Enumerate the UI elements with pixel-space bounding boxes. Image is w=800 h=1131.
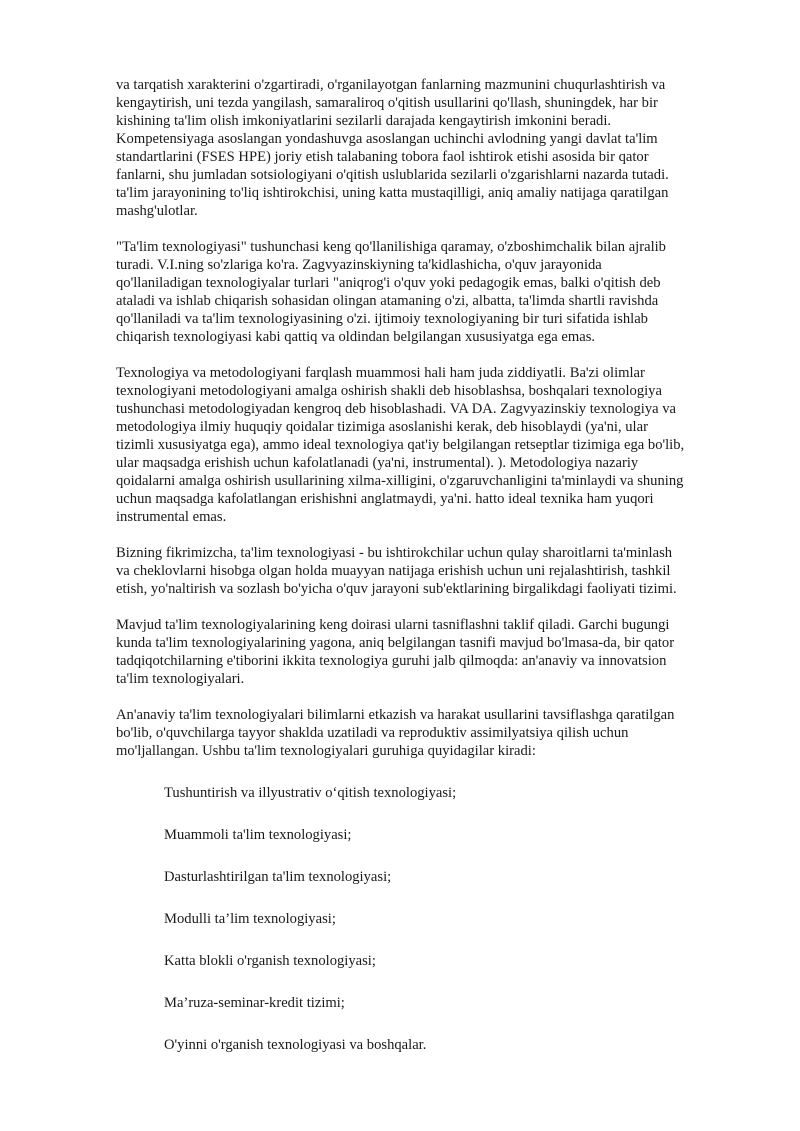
technology-list (116, 778, 746, 1054)
paragraph-3: Texnologiya va metodologiyani farqlash muammosi hali ham juda ziddiyatli. Ba'zi olimlar texnologiyani metodologiyani amalga oshirish shakli deb hisoblashsa, boshqalari texnologiya tushunchasi metodologiyadan kengroq deb hisoblashadi. VA DA. Zagvyazinskiy texnologiya va metodologiya ilmiy huquqiy qoidalar tizimiga asoslanishi kerak, deb hisoblaydi (ya'ni, ular tizimli xususiyatga ega), ammo ideal texnologiya qat'iy belgilangan retseptlar tizimiga ega bo'lib, ular maqsadga erishish uchun kafolatlanadi (ya'ni, instrumental). ). Metodologiya nazariy qoidalarni amalga oshirish usullarining xilma-xilligini, o'zgaruvchanligini ta'minlaydi va shuning uchun maqsadga kafolatlangan erishishni anglatmaydi, ya'ni. hatto ideal texnika ham yuqori instrumental emas. (116, 365, 685, 525)
paragraph-6: An'anaviy ta'lim texnologiyalari bilimlarni etkazish va harakat usullarini tavsiflashga qaratilgan bo'lib, o'quvchilarga tayyor shaklda uzatiladi va reproduktiv assimilyatsiya qilish uchun mo'ljallangan. Ushbu ta'lim texnologiyalari guruhiga quyidagilar kiradi: (116, 707, 675, 759)
paragraph-5: Mavjud ta'lim texnologiyalarining keng doirasi ularni tasniflashni taklif qiladi. Garchi bugungi kunda ta'lim texnologiyalarining yagona, aniq belgilangan tasnifi mavjud bo'lmasa-da, bir qator tadqiqotchilarning e'tiborini ikkita texnologiya guruhi jalb qilmoqda: an'anaviy va innovatsion ta'lim texnologiyalari. (116, 617, 675, 687)
list-item: Ma’ruza-seminar-kredit tizimi; (164, 995, 345, 1011)
list-item: Dasturlashtirilgan ta'lim texnologiyasi; (164, 869, 392, 885)
list-item: Tushuntirish va illyustrativ o‘qitish texnologiyasi; (164, 785, 457, 801)
paragraph-2: "Ta'lim texnologiyasi" tushunchasi keng qo'llanilishiga qaramay, o'zboshimchalik bilan ajralib turadi. V.I.ning so'zlariga ko'ra. Zagvyazinskiyning ta'kidlashicha, o'quv jarayonida qo'llaniladigan texnologiyalar turlari "aniqrog'i o'quv yoki pedagogik emas, balki o'qitish deb ataladi va ishlab chiqarish sohasidan olingan atamaning o'zi, albatta, ta'limda shartli ravishda qo'llaniladi va ta'lim texnologiyasining o'zi. ijtimoiy texnologiyaning bir turi sifatida ishlab chiqarish texnologiyasi kabi qattiq va oldindan belgilangan xususiyatga ega emas. (116, 239, 666, 345)
paragraph-1: va tarqatish xarakterini o'zgartiradi, o'rganilayotgan fanlarning mazmunini chuqurlashtirish va kengaytirish, uni tezda yangilash, samaraliroq o'qitish usullarini qo'llash, shuningdek, har bir kishining ta'lim olish imkoniyatlarini sezilarli darajada kengaytirish imkonini beradi. Kompetensiyaga asoslangan yondashuvga asoslangan uchinchi avlodning yangi davlat ta'lim standartlarini (FSES HPE) joriy etish talabaning tobora faol ishtirok etishi asosida bir qator fanlarni, shu jumladan sotsiologiyani o'qitish uslublarida sezilarli o'zgarishlarni nazarda tutadi. ta'lim jarayonining to'liq ishtirokchisi, uning katta mustaqilligi, aniq amaliy natijaga qaratilgan mashg'ulotlar. (116, 77, 669, 219)
paragraph-4: Bizning fikrimizcha, ta'lim texnologiyasi - bu ishtirokchilar uchun qulay sharoitlarni ta'minlash va cheklovlarni hisobga olgan holda muayyan natijaga erishish uchun uni rejalashtirish, tashkil etish, yo'naltirish va sozlash bo'yicha o'quv jarayoni sub'ektlarining birgalikdagi faoliyati tizimi. (116, 545, 677, 597)
list-item: Modulli ta’lim texnologiyasi; (164, 911, 336, 927)
document-body (116, 76, 746, 1072)
list-item: O'yinni o'rganish texnologiyasi va boshqalar. (164, 1037, 427, 1053)
list-item: Katta blokli o'rganish texnologiyasi; (164, 953, 376, 969)
list-item: Muammoli ta'lim texnologiyasi; (164, 827, 352, 843)
